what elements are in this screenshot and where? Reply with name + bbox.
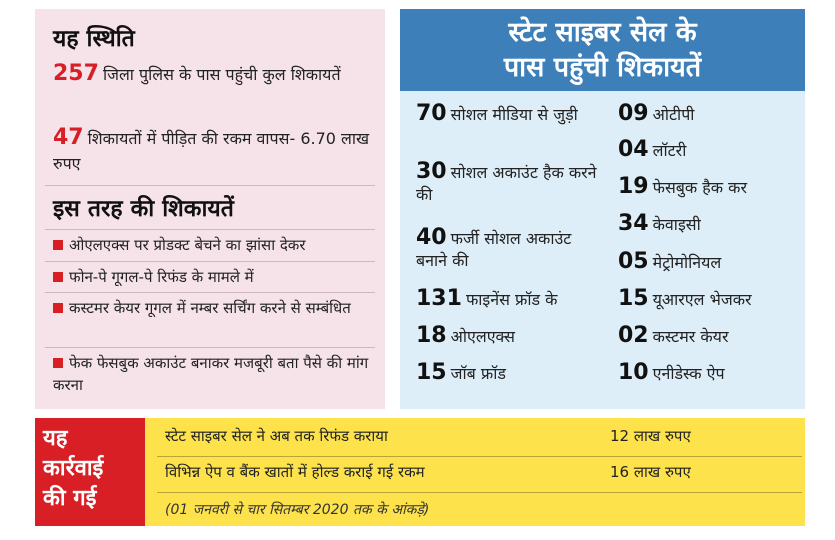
divider xyxy=(45,292,375,293)
complaint-count: 10 एनीडेस्क ऐप xyxy=(618,360,725,385)
complaint-count: 05 मेट्रोमोनियल xyxy=(618,249,722,274)
stat-total-text: जिला पुलिस के पास पहुंची कुल शिकायतें xyxy=(102,65,341,84)
complaint-count: 04 लॉटरी xyxy=(618,137,687,162)
square-bullet-icon xyxy=(53,303,63,313)
divider xyxy=(157,492,802,493)
square-bullet-icon xyxy=(53,240,63,250)
complaint-count: 34 केवाइसी xyxy=(618,211,701,236)
stat-refund-number: 47 xyxy=(53,125,84,150)
complaint-count: 30 सोशल अकाउंट हैक करने की xyxy=(416,159,597,204)
stat-total-number: 257 xyxy=(53,61,99,86)
left-panel xyxy=(35,9,385,409)
data-period-note: (01 जनवरी से चार सितम्बर 2020 तक के आंकड़े) xyxy=(165,502,430,518)
complaint-count: 15 जॉब फ्रॉड xyxy=(416,360,506,385)
header-line-1: स्टेट साइबर सेल के xyxy=(508,17,697,48)
divider xyxy=(157,456,802,457)
divider xyxy=(45,229,375,230)
complaint-item: कस्टमर केयर गूगल में नम्बर सर्चिंग करने से सम्बंधित xyxy=(53,297,383,319)
complaint-count: 40 फर्जी सोशल अकाउंट बनाने की xyxy=(416,225,572,270)
complaint-item: फोन-पे गूगल-पे रिफंड के मामले में xyxy=(53,266,383,288)
square-bullet-icon xyxy=(53,272,63,282)
complaint-count: 70 सोशल मीडिया से जुड़ी xyxy=(416,101,578,126)
hold-line-value: 16 लाख रुपए xyxy=(610,463,691,481)
refund-line-value: 12 लाख रुपए xyxy=(610,427,691,445)
complaint-count: 15 यूआरएल भेजकर xyxy=(618,286,752,311)
hold-line-text: विभिन्न ऐप व बैंक खातों में होल्ड कराई गई रकम xyxy=(165,463,425,481)
action-taken-tag: यह कार्रवाई की गई xyxy=(35,418,145,526)
complaint-item: फेक फेसबुक अकाउंट बनाकर मजबूरी बता पैसे की मांग करना xyxy=(53,354,369,394)
divider xyxy=(45,261,375,262)
refund-line-text: स्टेट साइबर सेल ने अब तक रिफंड कराया xyxy=(165,427,388,445)
complaint-count: 19 फेसबुक हैक कर xyxy=(618,174,747,199)
stat-total-complaints xyxy=(53,61,378,87)
complaint-item: ओएलएक्स पर प्रोडक्ट बेचने का झांसा देकर xyxy=(53,234,383,256)
complaint-count: 18 ओएलएक्स xyxy=(416,323,515,348)
square-bullet-icon xyxy=(53,358,63,368)
right-panel xyxy=(400,9,805,409)
complaint-count: 09 ओटीपी xyxy=(618,101,695,126)
section-title-complaint-types: इस तरह की शिकायतें xyxy=(53,196,234,222)
header-line-2: पास पहुंची शिकायतें xyxy=(503,52,702,83)
section-title-status: यह स्थिति xyxy=(53,26,135,52)
divider xyxy=(45,185,375,186)
stat-refund-text: शिकायतों में पीड़ित की रकम वापस- 6.70 लाख रुपए xyxy=(53,129,370,173)
state-cyber-cell-header xyxy=(400,9,805,91)
stat-refund xyxy=(53,125,378,176)
complaint-count: 131 फाइनेंस फ्रॉड के xyxy=(416,286,558,311)
divider xyxy=(45,347,375,348)
complaint-count: 02 कस्टमर केयर xyxy=(618,323,729,348)
action-taken-strip xyxy=(35,418,805,526)
